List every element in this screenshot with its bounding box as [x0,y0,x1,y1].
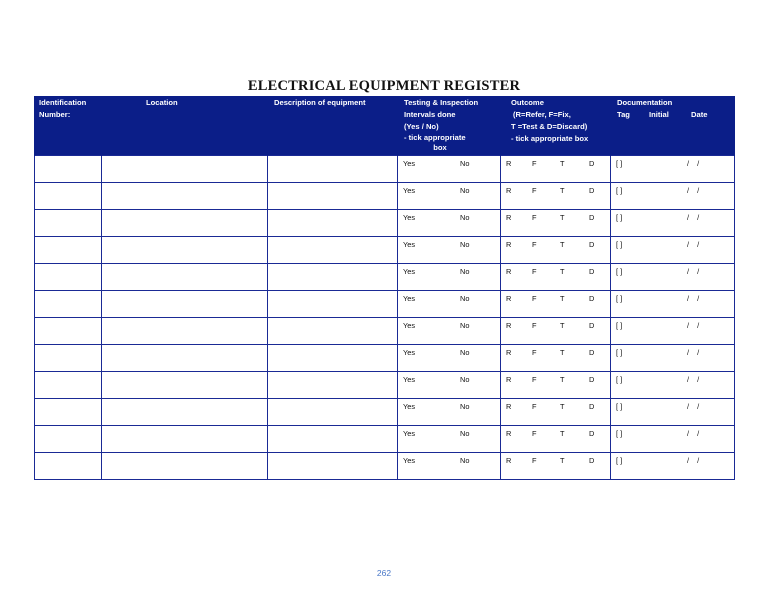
discard-option[interactable]: D [589,402,595,411]
header-description [268,96,398,156]
outcome-cell [501,426,611,453]
fix-option[interactable]: F [532,294,537,303]
header-documentation-subheaders [617,109,730,121]
testing-cell [398,345,501,372]
testing-cell [398,156,501,183]
header-outcome-line: (R=Refer, F=Fix, [513,110,571,119]
description-cell[interactable] [268,372,398,399]
table-row [35,345,735,372]
description-cell[interactable] [268,183,398,210]
outcome-cell [501,453,611,480]
testing-cell [398,318,501,345]
test-option[interactable]: T [560,375,565,384]
no-option[interactable]: No [460,159,470,168]
table-row [35,264,735,291]
table-row [35,183,735,210]
no-option[interactable]: No [460,402,470,411]
location-cell[interactable] [102,210,268,237]
outcome-cell [501,291,611,318]
tag-checkbox[interactable]: [ ] [616,429,623,438]
header-testing-line: (Yes / No) [404,122,439,131]
header-date: Date [691,110,708,119]
date-field[interactable]: / / [687,456,703,465]
yes-option[interactable]: Yes [403,375,416,384]
documentation-cell [611,399,735,426]
fix-option[interactable]: F [532,321,537,330]
header-documentation-title: Documentation [617,98,673,107]
no-option[interactable]: No [460,186,470,195]
header-testing-line: - tick appropriate [404,133,466,142]
documentation-cell [611,426,735,453]
test-option[interactable]: T [560,402,565,411]
outcome-cell [501,318,611,345]
no-option[interactable]: No [460,267,470,276]
header-identification-line: Number: [39,110,71,119]
outcome-cell [501,264,611,291]
description-cell[interactable] [268,210,398,237]
yes-option[interactable]: Yes [403,186,416,195]
description-cell[interactable] [268,453,398,480]
identification-cell[interactable] [35,426,102,453]
header-testing-line: Intervals done [404,110,456,119]
refer-option[interactable]: R [506,375,512,384]
location-cell[interactable] [102,345,268,372]
date-field[interactable]: / / [687,213,703,222]
table-row [35,237,735,264]
identification-cell[interactable] [35,399,102,426]
test-option[interactable]: T [560,240,565,249]
yes-option[interactable]: Yes [403,159,416,168]
location-cell[interactable] [102,426,268,453]
refer-option[interactable]: R [506,240,512,249]
identification-cell[interactable] [35,210,102,237]
fix-option[interactable]: F [532,375,537,384]
no-option[interactable]: No [460,294,470,303]
tag-checkbox[interactable]: [ ] [616,294,623,303]
fix-option[interactable]: F [532,240,537,249]
fix-option[interactable]: F [532,348,537,357]
table-row [35,399,735,426]
location-cell[interactable] [102,156,268,183]
discard-option[interactable]: D [589,267,595,276]
fix-option[interactable]: F [532,159,537,168]
tag-checkbox[interactable]: [ ] [616,240,623,249]
outcome-cell [501,210,611,237]
no-option[interactable]: No [460,375,470,384]
fix-option[interactable]: F [532,429,537,438]
refer-option[interactable]: R [506,402,512,411]
header-testing [398,96,501,156]
tag-checkbox[interactable]: [ ] [616,402,623,411]
table-row [35,291,735,318]
fix-option[interactable]: F [532,186,537,195]
no-option[interactable]: No [460,213,470,222]
description-cell[interactable] [268,156,398,183]
fix-option[interactable]: F [532,213,537,222]
tag-checkbox[interactable]: [ ] [616,456,623,465]
outcome-cell [501,237,611,264]
location-cell[interactable] [102,372,268,399]
testing-cell [398,264,501,291]
yes-option[interactable]: Yes [403,240,416,249]
documentation-cell [611,345,735,372]
tag-checkbox[interactable]: [ ] [616,348,623,357]
test-option[interactable]: T [560,456,565,465]
header-description-label: Description of equipment [274,98,366,107]
discard-option[interactable]: D [589,186,595,195]
refer-option[interactable]: R [506,186,512,195]
description-cell[interactable] [268,291,398,318]
test-option[interactable]: T [560,348,565,357]
testing-cell [398,426,501,453]
refer-option[interactable]: R [506,267,512,276]
yes-option[interactable]: Yes [403,402,416,411]
no-option[interactable]: No [460,348,470,357]
discard-option[interactable]: D [589,321,595,330]
identification-cell[interactable] [35,318,102,345]
location-cell[interactable] [102,453,268,480]
table-row [35,453,735,480]
outcome-cell [501,399,611,426]
refer-option[interactable]: R [506,456,512,465]
date-field[interactable]: / / [687,267,703,276]
header-testing-line: box [433,143,447,152]
yes-option[interactable]: Yes [403,429,416,438]
outcome-cell [501,156,611,183]
location-cell[interactable] [102,399,268,426]
documentation-cell [611,372,735,399]
description-cell[interactable] [268,345,398,372]
refer-option[interactable]: R [506,348,512,357]
date-field[interactable]: / / [687,321,703,330]
header-tag: Tag [617,110,630,119]
identification-cell[interactable] [35,345,102,372]
fix-option[interactable]: F [532,402,537,411]
testing-cell [398,372,501,399]
identification-cell[interactable] [35,372,102,399]
date-field[interactable]: / / [687,159,703,168]
location-cell[interactable] [102,237,268,264]
discard-option[interactable]: D [589,456,595,465]
header-testing-line: Testing & Inspection [404,98,479,107]
table-row [35,426,735,453]
testing-cell [398,237,501,264]
outcome-cell [501,345,611,372]
register-body [35,156,735,480]
date-field[interactable]: / / [687,240,703,249]
page-title: ELECTRICAL EQUIPMENT REGISTER [247,78,521,94]
header-initial: Initial [649,110,669,119]
yes-option[interactable]: Yes [403,213,416,222]
header-location [102,96,268,156]
testing-cell [398,210,501,237]
test-option[interactable]: T [560,213,565,222]
tag-checkbox[interactable]: [ ] [616,213,623,222]
discard-option[interactable]: D [589,429,595,438]
page-number: 262 [376,568,392,578]
test-option[interactable]: T [560,321,565,330]
tag-checkbox[interactable]: [ ] [616,375,623,384]
description-cell[interactable] [268,426,398,453]
date-field[interactable]: / / [687,429,703,438]
test-option[interactable]: T [560,429,565,438]
yes-option[interactable]: Yes [403,456,416,465]
header-outcome-line: Outcome [511,98,544,107]
description-cell[interactable] [268,237,398,264]
test-option[interactable]: T [560,267,565,276]
testing-cell [398,453,501,480]
header-outcome [501,96,611,156]
no-option[interactable]: No [460,240,470,249]
date-field[interactable]: / / [687,186,703,195]
identification-cell[interactable] [35,156,102,183]
table-row [35,318,735,345]
refer-option[interactable]: R [506,294,512,303]
discard-option[interactable]: D [589,294,595,303]
tag-checkbox[interactable]: [ ] [616,321,623,330]
tag-checkbox[interactable]: [ ] [616,186,623,195]
location-cell[interactable] [102,291,268,318]
date-field[interactable]: / / [687,375,703,384]
no-option[interactable]: No [460,456,470,465]
discard-option[interactable]: D [589,159,595,168]
description-cell[interactable] [268,399,398,426]
yes-option[interactable]: Yes [403,348,416,357]
identification-cell[interactable] [35,291,102,318]
testing-cell [398,183,501,210]
location-cell[interactable] [102,183,268,210]
table-row [35,156,735,183]
date-field[interactable]: / / [687,294,703,303]
fix-option[interactable]: F [532,456,537,465]
fix-option[interactable]: F [532,267,537,276]
identification-cell[interactable] [35,264,102,291]
refer-option[interactable]: R [506,429,512,438]
test-option[interactable]: T [560,294,565,303]
documentation-cell [611,453,735,480]
description-cell[interactable] [268,264,398,291]
refer-option[interactable]: R [506,321,512,330]
testing-cell [398,399,501,426]
identification-cell[interactable] [35,237,102,264]
discard-option[interactable]: D [589,213,595,222]
header-row [35,96,735,156]
no-option[interactable]: No [460,429,470,438]
header-identification-line: Identification [39,98,87,107]
documentation-cell [611,210,735,237]
test-option[interactable]: T [560,186,565,195]
documentation-cell [611,264,735,291]
header-outcome-line: T =Test & D=Discard) [511,122,588,131]
documentation-cell [611,237,735,264]
discard-option[interactable]: D [589,348,595,357]
tag-checkbox[interactable]: [ ] [616,267,623,276]
date-field[interactable]: / / [687,348,703,357]
refer-option[interactable]: R [506,213,512,222]
yes-option[interactable]: Yes [403,267,416,276]
header-outcome-line: - tick appropriate box [511,134,589,143]
refer-option[interactable]: R [506,159,512,168]
test-option[interactable]: T [560,159,565,168]
testing-cell [398,291,501,318]
discard-option[interactable]: D [589,240,595,249]
tag-checkbox[interactable]: [ ] [616,159,623,168]
header-identification [35,96,102,156]
documentation-cell [611,318,735,345]
documentation-cell [611,156,735,183]
location-cell[interactable] [102,264,268,291]
outcome-cell [501,183,611,210]
identification-cell[interactable] [35,183,102,210]
no-option[interactable]: No [460,321,470,330]
table-row [35,372,735,399]
description-cell[interactable] [268,318,398,345]
discard-option[interactable]: D [589,375,595,384]
equipment-register-table [34,96,735,480]
date-field[interactable]: / / [687,402,703,411]
outcome-cell [501,372,611,399]
documentation-cell [611,183,735,210]
table-row [35,210,735,237]
yes-option[interactable]: Yes [403,321,416,330]
header-location-label: Location [146,98,178,107]
header-documentation [611,96,735,156]
location-cell[interactable] [102,318,268,345]
yes-option[interactable]: Yes [403,294,416,303]
identification-cell[interactable] [35,453,102,480]
documentation-cell [611,291,735,318]
